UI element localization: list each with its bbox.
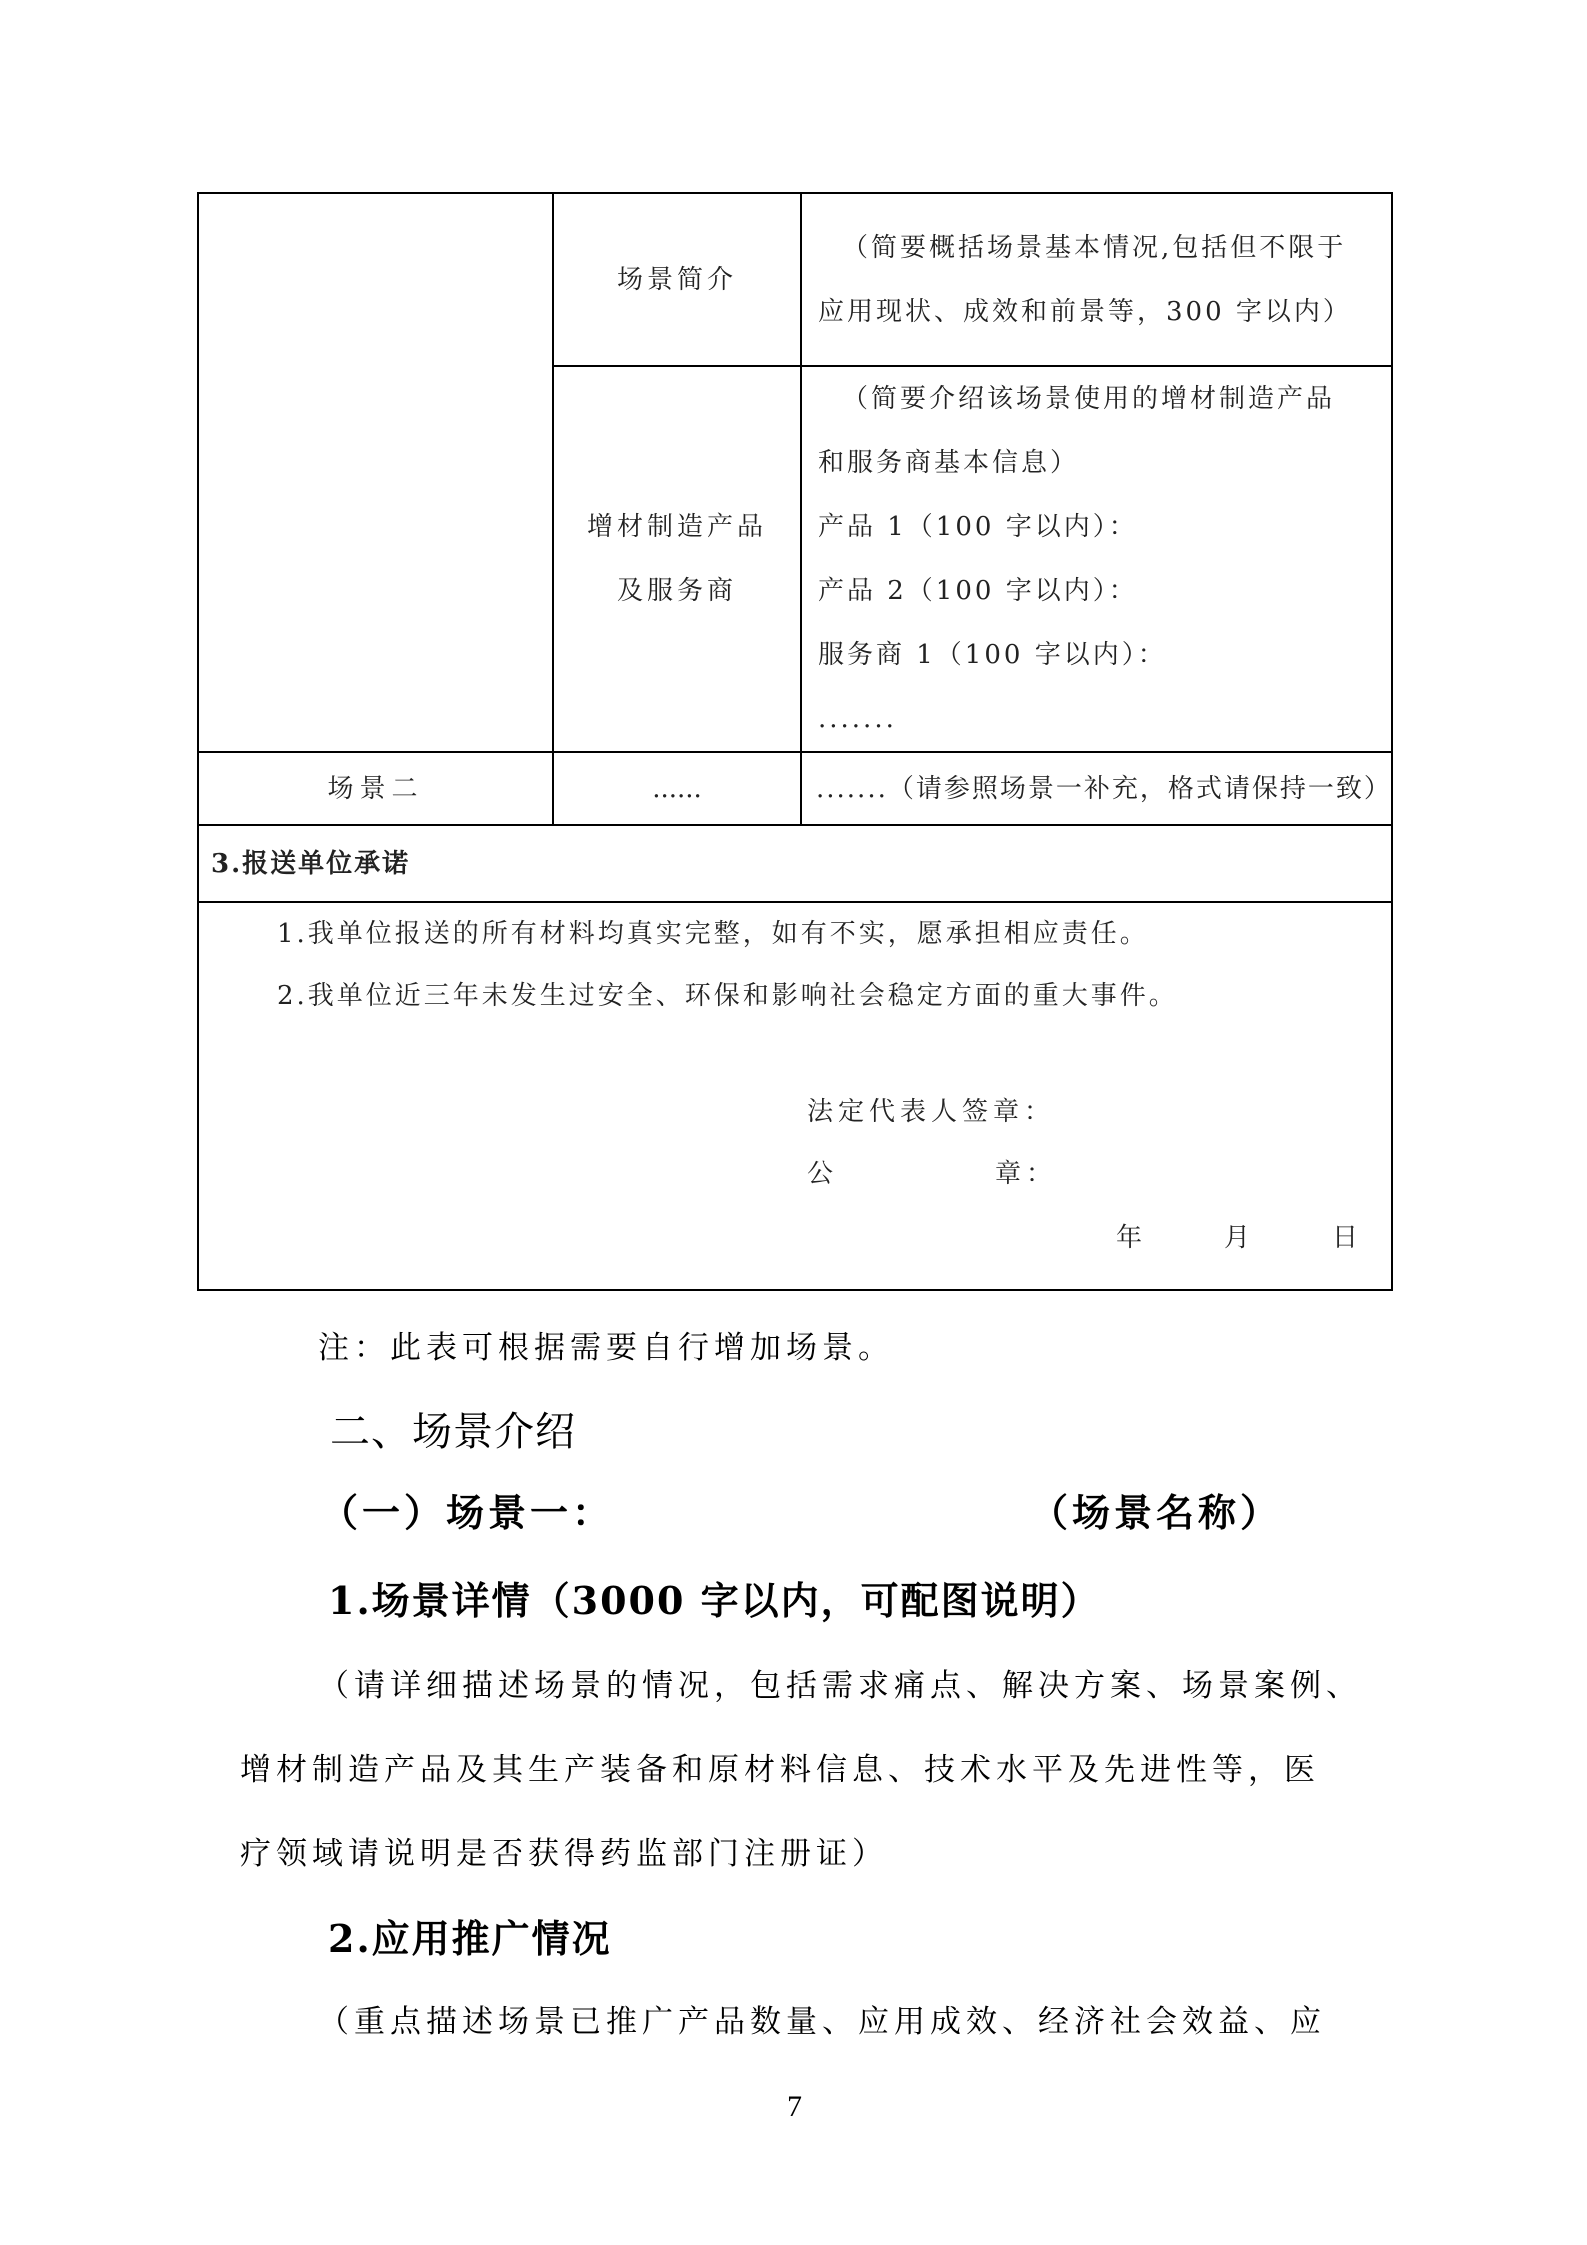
products-text-line: 和服务商基本信息） — [818, 448, 1080, 478]
scene-two-middle[interactable]: ...... — [553, 752, 801, 825]
scene-intro-label-cell — [553, 193, 801, 366]
scene-details-heading: 1.场景详情（3000 字以内，可配图说明） — [328, 1578, 1101, 1623]
scene-details-line: （请详细描述场景的情况，包括需求痛点、解决方案、场景案例、 — [318, 1668, 1362, 1704]
table-row-scene-two — [198, 752, 1392, 825]
scene-one-heading: （一）场景一： — [320, 1490, 615, 1535]
legal-representative-signature-label: 法定代表人签章： — [807, 1097, 1056, 1127]
commitment-heading: 3.报送单位承诺 — [198, 825, 1392, 902]
products-text-line: （简要介绍该场景使用的增材制造产品 — [842, 384, 1336, 414]
scene-two-label: 场景二 — [198, 752, 553, 825]
products-label-cell — [553, 366, 801, 752]
date-year-label: 年 — [1116, 1223, 1143, 1253]
products-text-cell[interactable] — [801, 366, 1392, 752]
application-form-table — [197, 192, 1393, 1291]
application-promotion-line: （重点描述场景已推广产品数量、应用成效、经济社会效益、应 — [318, 2004, 1326, 2040]
service-provider-1-line: 服务商 1（100 字以内）： — [818, 640, 1167, 670]
scene-name-placeholder: （场景名称） — [1030, 1490, 1283, 1535]
scene-intro-text-cell[interactable] — [801, 193, 1392, 366]
commitment-body-cell — [198, 902, 1392, 1290]
commitment-item-1: 1.我单位报送的所有材料均真实完整，如有不实，愿承担相应责任。 — [277, 919, 1149, 949]
page-number: 7 — [787, 2090, 802, 2123]
commitment-item-2: 2.我单位近三年未发生过安全、环保和影响社会稳定方面的重大事件。 — [277, 981, 1178, 1011]
company-seal-label-start: 公 — [807, 1159, 839, 1189]
products-label-line: 及服务商 — [616, 576, 737, 606]
scene-intro-text-line: （简要概括场景基本情况,包括但不限于 — [842, 232, 1347, 263]
section-heading: 二、场景介绍 — [330, 1409, 576, 1455]
table-row-scene-intro — [198, 193, 1392, 366]
application-promotion-heading: 2.应用推广情况 — [328, 1916, 612, 1961]
scene-details-line: 增材制造产品及其生产装备和原材料信息、技术水平及先进性等，医 — [240, 1752, 1320, 1788]
scene-two-note[interactable]: .......（请参照场景一补充，格式请保持一致） — [801, 752, 1392, 825]
product-1-line: 产品 1（100 字以内）： — [818, 512, 1138, 542]
date-day-label: 日 — [1332, 1223, 1359, 1253]
scene-intro-label: 场景简介 — [616, 264, 737, 295]
table-row-commitment-heading — [198, 825, 1392, 902]
table-row-commitment-body — [198, 902, 1392, 1290]
company-seal-label-end: 章： — [995, 1159, 1058, 1189]
ellipsis-line: ....... — [818, 704, 897, 734]
date-month-label: 月 — [1224, 1223, 1251, 1253]
scene-details-line: 疗领域请说明是否获得药监部门注册证） — [240, 1836, 888, 1872]
table-note: 注：此表可根据需要自行增加场景。 — [318, 1330, 894, 1366]
scene-one-merged-cell — [198, 193, 553, 752]
products-label-line: 增材制造产品 — [586, 512, 767, 542]
scene-intro-text-line: 应用现状、成效和前景等，300 字以内） — [818, 296, 1352, 327]
product-2-line: 产品 2（100 字以内）： — [818, 576, 1138, 606]
